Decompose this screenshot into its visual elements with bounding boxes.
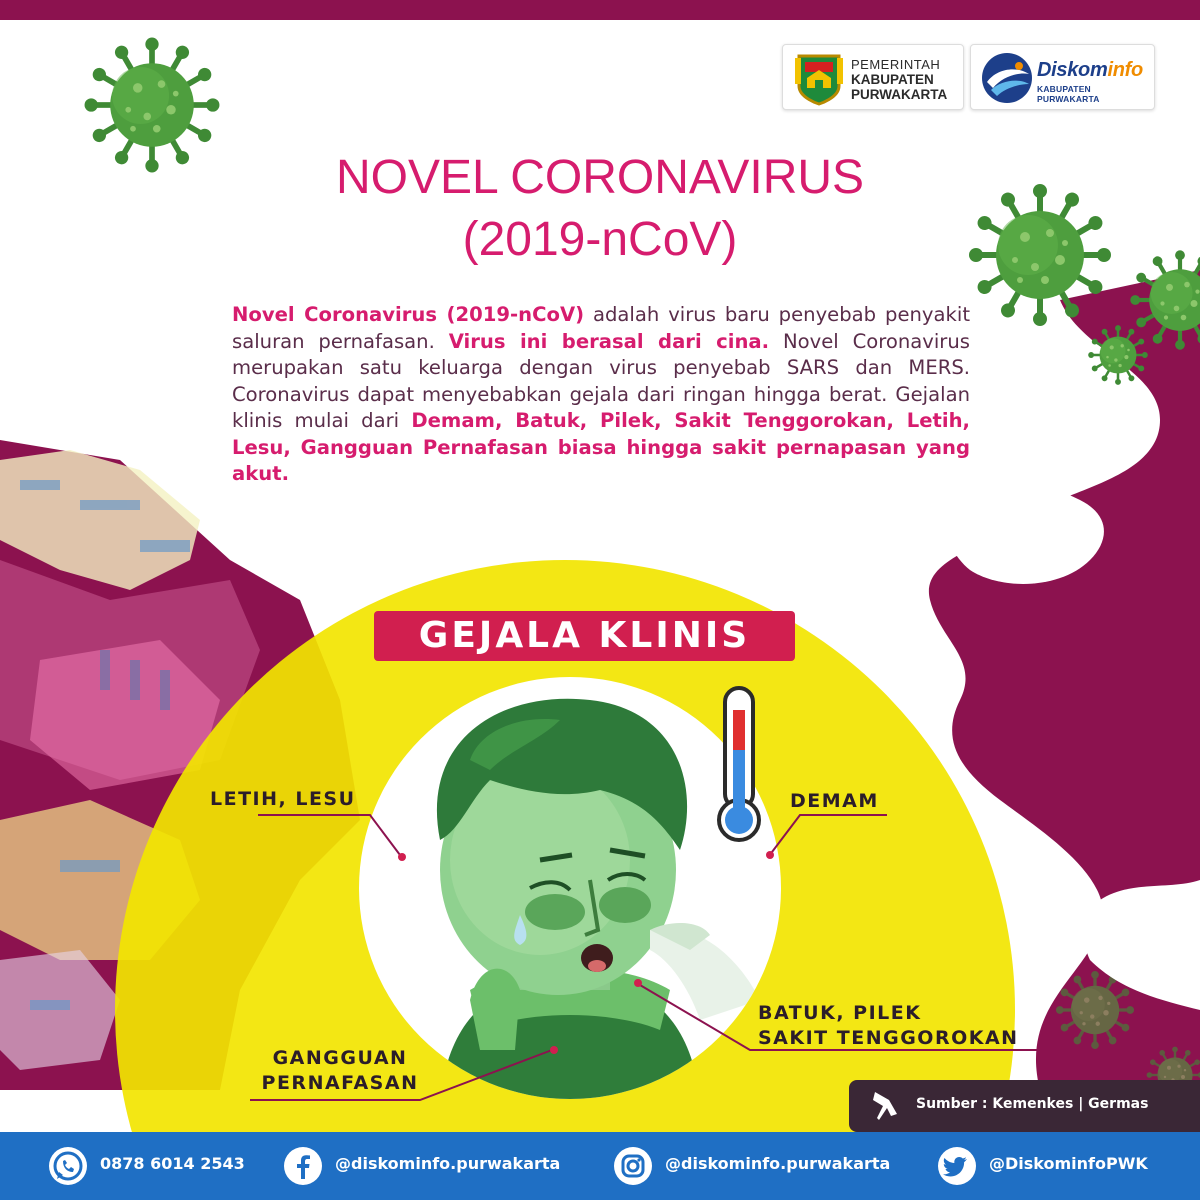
footer-facebook-text: @diskominfo.purwakarta [335,1154,561,1173]
pin-icon [867,1086,907,1126]
diskominfo-logo [970,44,1155,110]
gov-logo-line3: PURWAKARTA [851,87,948,102]
footer-whatsapp[interactable] [48,1132,248,1200]
description-paragraph [232,302,970,488]
description-segment: adalah virus baru penyebab penyakit saluran pernafasan. [232,303,971,353]
facebook-icon [283,1146,323,1186]
diskominfo-title-main: Diskom [1037,59,1108,81]
symptom-batuk-pilek [758,1001,1019,1051]
twitter-icon [937,1146,977,1186]
description-segment: Novel Coronavirus merupakan satu keluarga dengan virus penyebab SARS dan MERS. Coronavirus dapat menyebabkan gejala dari ringan hingga berat. Gejalan klinis mulai dari [232,329,970,432]
page-title-line1: NOVEL CORONAVIRUS [335,151,865,204]
footer-twitter-text: @DiskominfoPWK [989,1154,1148,1173]
gejala-klinis-heading: GEJALA KLINIS [418,615,751,656]
footer-facebook[interactable] [283,1132,573,1200]
footer-bar [0,1132,1200,1200]
gejala-klinis-banner [374,611,795,661]
gov-logo-line2: KABUPATEN [851,72,934,87]
source-box [849,1080,1200,1132]
symptom-demam: DEMAM [790,790,879,812]
symptom-gangguan-line1: GANGGUAN [272,1047,408,1069]
description-segment: Demam, Batuk, Pilek, Sakit Tenggorokan, Letih, Lesu, Gangguan Pernafasan biasa hingga sakit pernapasan yang akut. [232,409,970,485]
footer-twitter[interactable] [937,1132,1187,1200]
diskominfo-subtitle: KABUPATEN PURWAKARTA [1037,84,1100,104]
symptom-batuk-line2: SAKIT TENGGOROKAN [758,1027,1019,1049]
diskominfo-title-accent: info [1107,59,1143,81]
symptom-gangguan-line2: PERNAFASAN [261,1072,419,1094]
symptom-batuk-line1: BATUK, PILEK [758,1002,922,1024]
whatsapp-icon [48,1146,88,1186]
purwakarta-emblem-icon [789,48,849,108]
top-bar [0,0,1200,20]
instagram-icon [613,1146,653,1186]
gov-logo [782,44,964,110]
gov-logo-line1: PEMERINTAH [851,57,941,72]
symptom-letih-lesu: LETIH, LESU [210,788,356,810]
page-title-line2: (2019-nCoV) [462,213,738,266]
diskominfo-emblem-icon [979,50,1035,106]
symptom-gangguan-pernafasan [260,1046,420,1096]
footer-whatsapp-text: 0878 6014 2543 [100,1154,245,1173]
description-segment: Virus ini berasal dari cina. [448,329,770,353]
thermometer-illustration [719,688,759,840]
footer-instagram[interactable] [613,1132,903,1200]
description-segment: Novel Coronavirus (2019-nCoV) [232,303,585,326]
diskominfo-title [1037,59,1143,82]
source-text: Sumber : Kemenkes | Germas [916,1096,1149,1112]
footer-instagram-text: @diskominfo.purwakarta [665,1154,891,1173]
